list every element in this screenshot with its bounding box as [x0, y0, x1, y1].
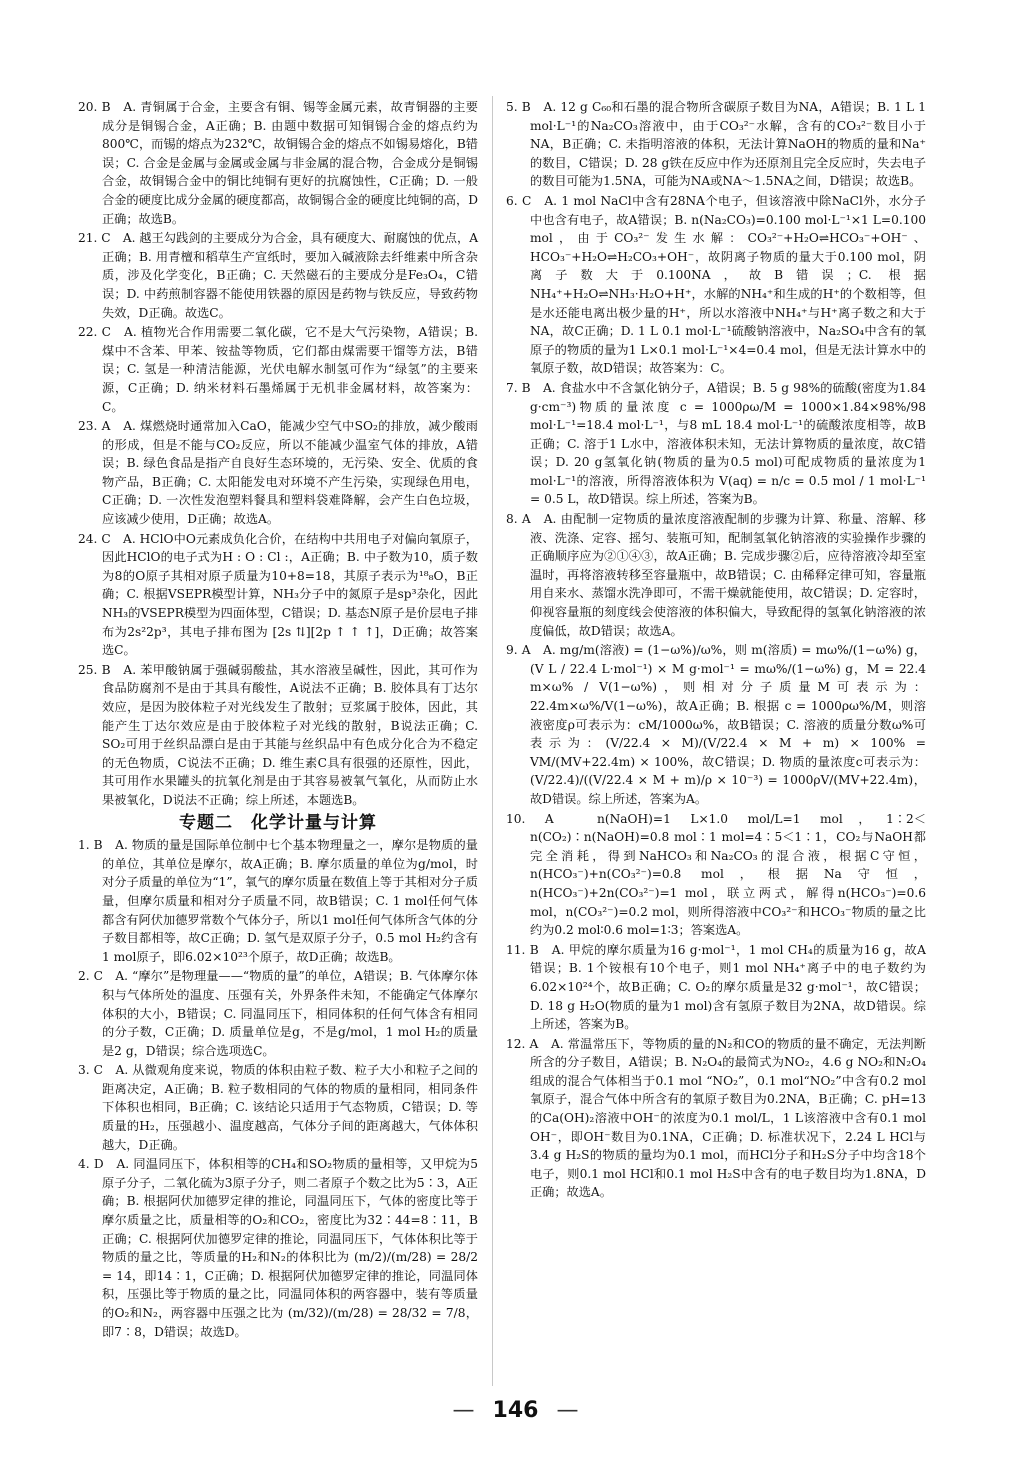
answer-item-s2-2: 2. C A. “摩尔”是物理量——“物质的量”的单位，A错误；B. 气体摩尔体积与气体所处的温度、压强有关，外界条件未知，不能确定气体摩尔体积的大小，B错误；C. 同温同压下，相同体积的任何气体含有相同的分子数，C正确；D. 质量单位是g，不是g/mol，1 mol H₂的质量是2 g，D错误；综合选项选C。: [78, 969, 478, 1058]
answer-item-23: 23. A A. 煤燃烧时通常加入CaO，能减少空气中SO₂的排放，减少酸雨的形成，但是不能与CO₂反应，所以不能减少温室气体的排放，A错误；B. 绿色食品是指产自良好生态环境的，无污染、安全、优质的食物产品，B正确；C. 太阳能发电对环境不产生污染，实现绿色用电，C正确；D. 一次性发泡塑料餐具和塑料袋难降解，会产生白色垃圾，应该减少使用，D正确；故选A。: [78, 419, 478, 527]
answer-item-s2-1: 1. B A. 物质的量是国际单位制中七个基本物理量之一，摩尔是物质的量的单位，其单位是摩尔，故A正确；B. 摩尔质量的单位为g/mol，时对分子质量的单位为“1”，氧气的摩尔质量在数值上等于其相对分子质量，但摩尔质量和相对分子质量不同，故B错误；C. 1 mol任何气体都含有阿伏加德罗常数个气体分子，所以1 mol任何气体所含气体的分子数目都相等，故C正确；D. 氢气是双原子分子，0.5 mol H₂约含有1 mol原子，即6.02×10²³个原子，故D正确；故选B。: [78, 838, 478, 964]
answer-item-s2-3: 3. C A. 从微观角度来说，物质的体积由粒子数、粒子大小和粒子之间的距离决定，A正确；B. 粒子数相同的气体的物质的量相同，相同条件下体积也相同，B正确；C. 该结论只适用于气态物质，C错误；D. 等质量的H₂，压强越小、温度越高，气体分子间的距离越大，气体体积越大，D正确。: [78, 1063, 478, 1152]
page-number: [0, 1398, 1031, 1423]
answer-item-12: 12. A A. 常温常压下，等物质的量的N₂和CO的物质的量不确定，无法判断所含的分子数目，A错误；B. N₂O₄的最简式为NO₂，4.6 g NO₂和N₂O₄组成的混合气体相当于0.1 mol “NO₂”，0.1 mol“NO₂”中含有0.2 mol氧原子，混合气体中所含有的氧原子数目为0.2NA，B正确；C. pH=13的Ca(OH)₂溶液中OH⁻的浓度为0.1 mol/L，1 L该溶液中含有0.1 mol OH⁻，即OH⁻数目为0.1NA，C正确；D. 标准状况下，2.24 L HCl与3.4 g H₂S的物质的量均为0.1 mol，而HCl分子和H₂S分子中均含18个电子，则0.1 mol HCl和0.1 mol H₂S中含有的电子数目均为1.8NA，D正确；故选A。: [506, 1036, 926, 1200]
answer-item-24: 24. C A. HClO中O元素成负化合价，在结构中共用电子对偏向氧原子，因此HClO的电子式为H : O : Cl :，A正确；B. 中子数为10，质子数为8的O原子其相对原子质量为10+8=18，其原子表示为¹⁸₈O，B正确；C. 根据VSEPR模型计算，NH₃分子中的氮原子是sp³杂化，因此NH₃的VSEPR模型为四面体型，C错误；D. 基态N原子是价层电子排布为2s²2p³，其电子排布图为 [2s ⇅][2p ↑ ↑ ↑]，D正确；故答案选C。: [78, 531, 478, 658]
answer-item-9: 9. A A. mg/m(溶液) = (1−ω%)/ω%，则 m(溶质) = mω%/(1−ω%) g，(V L / 22.4 L·mol⁻¹) × M g·mol⁻¹ = mω%/(1−ω%) g，M = 22.4 m×ω% / V(1−ω%)，则相对分子质量M可表示为：22.4m×ω%/V(1−ω%)，故A正确；B. 根据 c = 1000ρω%/M，则溶液密度ρ可表示为：cM/1000ω%，故B错误；C. 溶液的质量分数ω%可表示为：(V/22.4 × M)/(V/22.4 × M + m) × 100% = VM/(MV+22.4m) × 100%，故C错误；D. 物质的量浓度c可表示为：(V/22.4)/((V/22.4 × M + m)/ρ × 10⁻³) = 1000ρV/(MV+22.4m)，故D错误。综上所述，答案为A。: [506, 643, 926, 806]
section-title: 专题二 化学计量与计算: [179, 812, 377, 833]
page-number-value: 146: [492, 1398, 539, 1423]
answer-item-s2-4: 4. D A. 同温同压下，体积相等的CH₄和SO₂物质的量相等，又甲烷为5原子分子，二氧化硫为3原子分子，则二者原子个数之比为5∶3，A正确；B. 根据阿伏加德罗定律的推论，同温同压下，气体的密度比等于摩尔质量之比，质量相等的O₂和CO₂，密度比为32∶44=8∶11，B正确；C. 根据阿伏加德罗定律的推论，同温同压下，气体体积比等于物质的量之比，等质量的H₂和N₂的体积比为 (m/2)/(m/28) = 28/2 = 14，即14∶1，C正确；D. 根据阿伏加德罗定律的推论，同温同体积，压强比等于物质的量之比，同温同体积的两容器中，装有等质量的O₂和N₂，两容器中压强之比为 (m/32)/(m/28) = 28/32 = 7/8，即7∶8，D错误；故选D。: [78, 1157, 478, 1339]
answer-item-7: 7. B A. 食盐水中不含氯化钠分子，A错误；B. 5 g 98%的硫酸(密度为1.84 g·cm⁻³)物质的量浓度 c = 1000ρω/M = 1000×1.84×98%/98 mol·L⁻¹=18.4 mol·L⁻¹，与8 mL 18.4 mol·L⁻¹的硫酸浓度相等，故B正确；C. 溶于1 L水中，溶液体积未知，无法计算物质的量浓度，故C错误；D. 20 g氢氧化钠(物质的量为0.5 mol)可配成物质的量浓度为1 mol·L⁻¹的溶液，所得溶液体积为 V(aq) = n/c = 0.5 mol / 1 mol·L⁻¹ = 0.5 L，故D错误。综上所述，答案为B。: [506, 380, 926, 507]
answer-item-11: 11. B A. 甲烷的摩尔质量为16 g·mol⁻¹，1 mol CH₄的质量为16 g，故A错误；B. 1个铵根有10个电子，则1 mol NH₄⁺离子中的电子数约为6.02×10²⁴个，故B正确；C. O₂的摩尔质量是32 g·mol⁻¹，故C错误；D. 18 g H₂O(物质的量为1 mol)含有氢原子数目为2NA，故D错误。综上所述，答案为B。: [506, 942, 926, 1032]
answer-item-22: 22. C A. 植物光合作用需要二氧化碳，它不是大气污染物，A错误；B. 煤中不含苯、甲苯、铵盐等物质，它们都由煤需要干馏等方法，B错误；C. 氢是一种清洁能源，光伏电解水制氢可作为“绿氢”的主要来源，C正确；D. 纳米材料石墨烯属于无机非金属材料，故答案为：C。: [78, 325, 478, 414]
page-dash-left: —: [452, 1398, 475, 1423]
answer-item-6: 6. C A. 1 mol NaCl中含有28NA个电子，但该溶液中除NaCl外，水分子中也含有电子，故A错误；B. n(Na₂CO₃)=0.100 mol·L⁻¹×1 L=0.100 mol，由于CO₃²⁻发生水解：CO₃²⁻+H₂O⇌HCO₃⁻+OH⁻、HCO₃⁻+H₂O⇌H₂CO₃+OH⁻，故阴离子物质的量大于0.100 mol，阴离子数大于0.100NA，故B错误；C. 根据NH₄⁺+H₂O⇌NH₃·H₂O+H⁺，水解的NH₄⁺和生成的H⁺的个数相等，但是水还能电离出极少量的H⁺，所以水溶液中NH₄⁺与H⁺离子数之和大于NA，故C正确；D. 1 L 0.1 mol·L⁻¹硫酸钠溶液中，Na₂SO₄中含有的氧原子的物质的量为1 L×0.1 mol·L⁻¹×4=0.4 mol，但是无法计算水中的氧原子数，故D错误；故答案为：C。: [506, 193, 926, 376]
answer-item-5: 5. B A. 12 g C₆₀和石墨的混合物所含碳原子数目为NA，A错误；B. 1 L 1 mol·L⁻¹的Na₂CO₃溶液中，由于CO₃²⁻水解，含有的CO₃²⁻数目小于NA，B正确；C. 未指明溶液的体积，无法计算NaOH的物质的量和Na⁺的数目，C错误；D. 28 g铁在反应中作为还原剂且完全反应时，失去电子的数目可能为1.5NA，可能为NA或NA～1.5NA之间，D错误；故选B。: [506, 100, 926, 189]
page-dash-right: —: [556, 1398, 579, 1423]
answer-item-8: 8. A A. 由配制一定物质的量浓度溶液配制的步骤为计算、称量、溶解、移液、洗涤、定容、摇匀、装瓶可知，配制氢氧化钠溶液的实验操作步骤的正确顺序应为②①④③，故A正确；B. 完成步骤②后，应待溶液冷却至室温时，再将溶液转移至容量瓶中，故B错误；C. 由稀释定律可知，容量瓶用自来水、蒸馏水洗净即可，不需干燥就能使用，故C错误；D. 定容时，仰视容量瓶的刻度线会使溶液的体积偏大，导致配得的氢氧化钠溶液的浓度偏低，故D错误；故选A。: [506, 512, 926, 638]
answer-item-25: 25. B A. 苯甲酸钠属于强碱弱酸盐，其水溶液呈碱性，因此，其可作为食品防腐剂不是由于其具有酸性，A说法不正确；B. 胶体具有丁达尔效应，是因为胶体粒子对光线发生了散射；豆浆属于胶体，因此，其能产生丁达尔效应是由于胶体粒子对光线的散射，B说法正确；C. SO₂可用于丝织品漂白是由于其能与丝织品中有色成分化合为不稳定的无色物质，C说法不正确；D. 维生素C具有很强的还原性，因此，其可用作水果罐头的抗氧化剂是由于其容易被氧气氧化，从而防止水果被氧化，D说法不正确；综上所述，本题选B。: [78, 662, 478, 807]
answer-item-20: 20. B A. 青铜属于合金，主要含有铜、锡等金属元素，故青铜器的主要成分是铜锡合金，A正确；B. 由题中数据可知铜锡合金的熔点约为800℃，而锡的熔点为232℃，故铜锡合金的熔点不如锡易熔化，B错误；C. 合金是金属与金属或金属与非金属的混合物，合金成分是铜锡合金，故铜锡合金中的铜比纯铜有更好的抗腐蚀性，C正确；D. 一般合金的硬度比成分金属的硬度都高，故铜锡合金的硬度比纯铜的高，D正确；故选B。: [78, 100, 478, 226]
answer-item-10: 10. A n(NaOH)=1 L×1.0 mol/L=1 mol，1∶2＜n(CO₂)∶n(NaOH)=0.8 mol∶1 mol=4∶5＜1∶1，CO₂与NaOH都完全消耗，得到NaHCO₃和Na₂CO₃的混合液，根据C守恒，n(HCO₃⁻)+n(CO₃²⁻)=0.8 mol，根据Na守恒，n(HCO₃⁻)+2n(CO₃²⁻)=1 mol，联立两式，解得n(HCO₃⁻)=0.6 mol，n(CO₃²⁻)=0.2 mol，则所得溶液中CO₃²⁻和HCO₃⁻物质的量之比约为0.2 mol∶0.6 mol=1∶3；答案选A。: [506, 811, 926, 938]
right-column: [506, 98, 926, 1203]
left-column: [78, 98, 478, 1342]
column-divider: [492, 96, 493, 1386]
answer-item-21: 21. C A. 越王勾践剑的主要成分为合金，具有硬度大、耐腐蚀的优点，A正确；B. 用青檀和稻草生产宣纸时，要加入碱液除去纤维素中所含杂质，涉及化学变化，B正确；C. 天然磁石的主要成分是Fe₃O₄，C错误；D. 中药煎制容器不能使用铁器的原因是药物与铁反应，导致药物失效，D正确。故选C。: [78, 231, 478, 320]
